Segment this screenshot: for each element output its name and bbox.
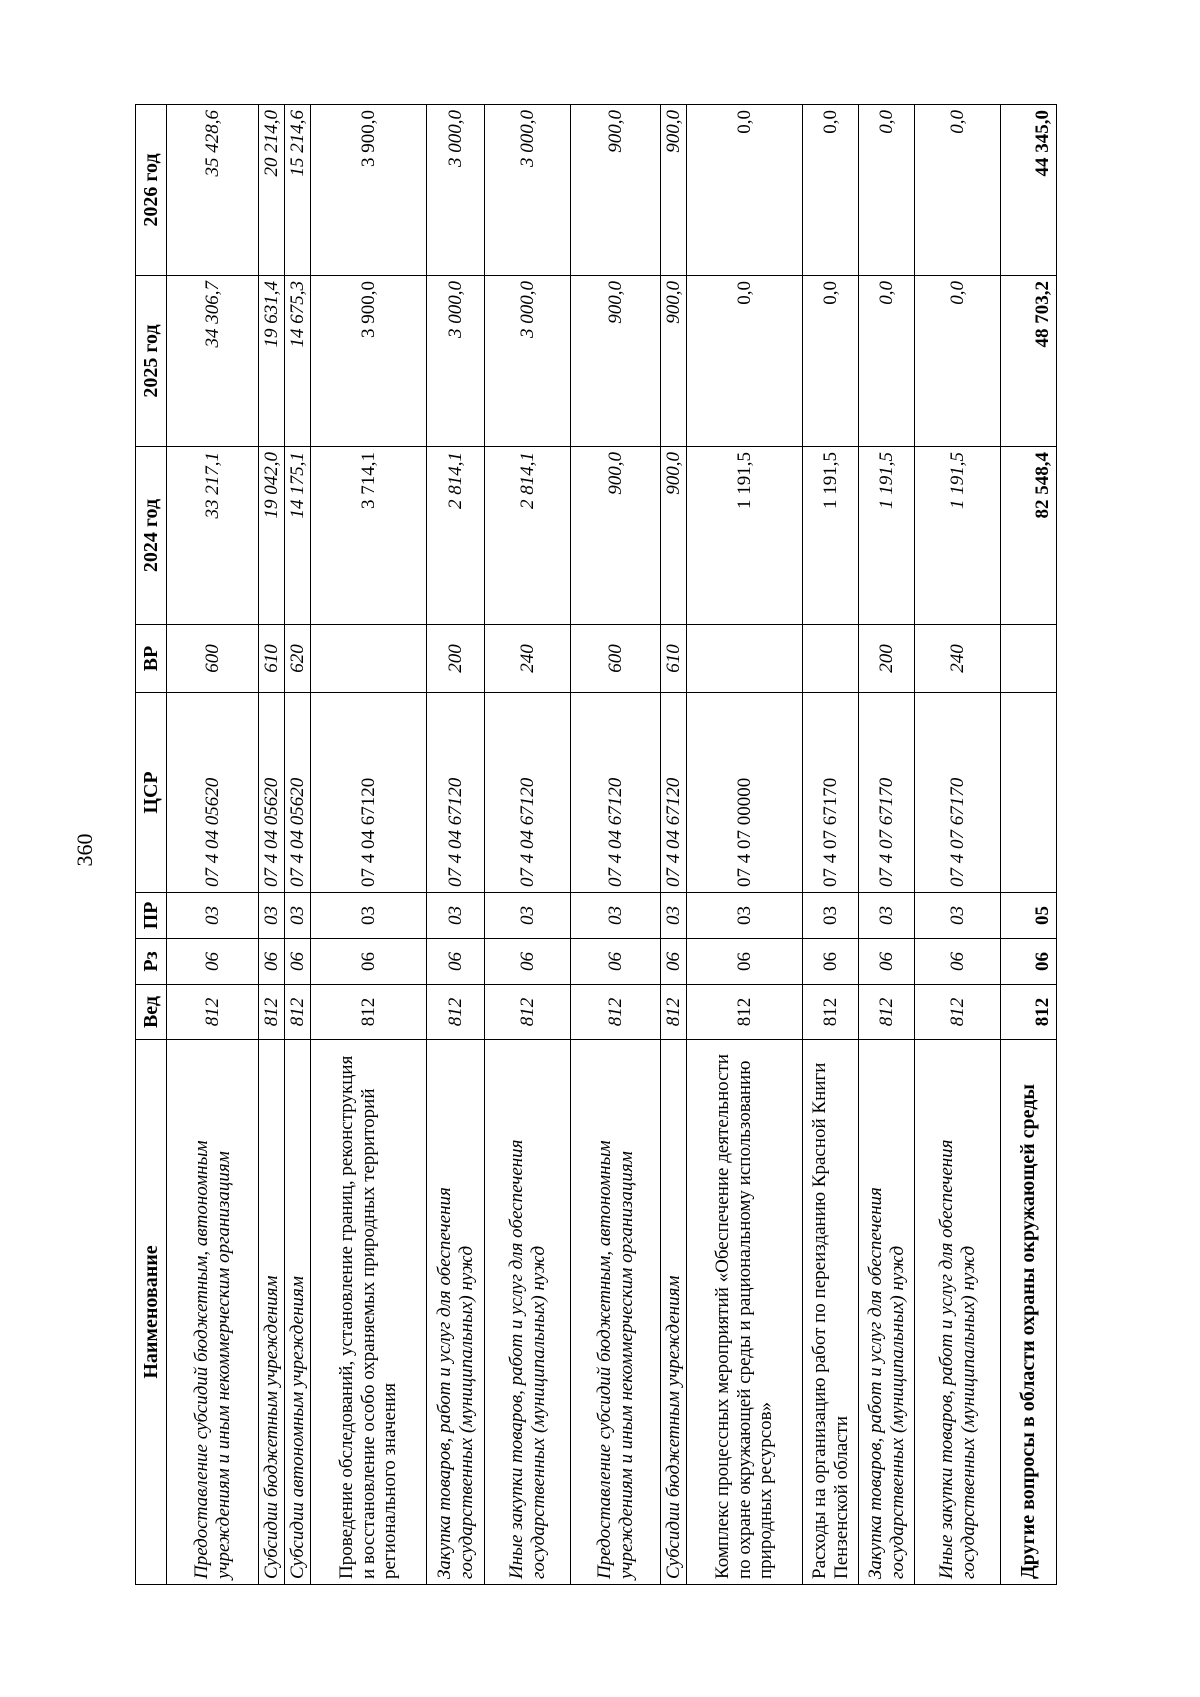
cell-name: Закупка товаров, работ и услуг для обеспечения государственных (муниципальных) нужд [427, 1040, 485, 1585]
cell-2024: 14 175,1 [285, 447, 311, 625]
table-row [311, 105, 427, 1585]
cell-name: Предоставление субсидий бюджетным, автономным учреждениям и иным некоммерческим организациям [167, 1040, 259, 1585]
cell-csr: 07 4 04 05620 [285, 693, 311, 893]
cell-2024: 1 191,5 [687, 447, 803, 625]
budget-table-rotated [135, 105, 1055, 1585]
cell-2025: 3 900,0 [311, 276, 427, 447]
cell-ved: 812 [687, 985, 803, 1040]
cell-2026: 44 345,0 [1001, 105, 1057, 276]
cell-2025: 0,0 [687, 276, 803, 447]
table-row [859, 105, 915, 1585]
col-header-name: Наименование [136, 1040, 167, 1585]
cell-2026: 0,0 [687, 105, 803, 276]
cell-rz: 06 [915, 939, 1001, 985]
cell-name: Другие вопросы в области охраны окружающей среды [1001, 1040, 1057, 1585]
cell-2025: 3 000,0 [485, 276, 571, 447]
table-row [803, 105, 859, 1585]
cell-rz: 06 [1001, 939, 1057, 985]
cell-csr: 07 4 04 67120 [661, 693, 687, 893]
cell-pr: 03 [259, 893, 285, 939]
cell-name: Предоставление субсидий бюджетным, автономным учреждениям и иным некоммерческим организациям [571, 1040, 661, 1585]
col-header-rz: Рз [136, 939, 167, 985]
cell-pr: 03 [687, 893, 803, 939]
table-row [571, 105, 661, 1585]
cell-ved: 812 [1001, 985, 1057, 1040]
cell-rz: 06 [285, 939, 311, 985]
cell-ved: 812 [915, 985, 1001, 1040]
cell-2024: 19 042,0 [259, 447, 285, 625]
col-header-ved: Вед [136, 985, 167, 1040]
cell-ved: 812 [803, 985, 859, 1040]
cell-2024: 1 191,5 [803, 447, 859, 625]
cell-rz: 06 [427, 939, 485, 985]
cell-csr: 07 4 07 67170 [915, 693, 1001, 893]
cell-2024: 900,0 [661, 447, 687, 625]
cell-name: Иные закупки товаров, работ и услуг для обеспечения государственных (муниципальных) нужд [915, 1040, 1001, 1585]
cell-2026: 0,0 [803, 105, 859, 276]
header-row [136, 105, 167, 1585]
cell-vr [803, 625, 859, 693]
cell-2024: 900,0 [571, 447, 661, 625]
cell-2026: 3 900,0 [311, 105, 427, 276]
cell-name: Закупка товаров, работ и услуг для обеспечения государственных (муниципальных) нужд [859, 1040, 915, 1585]
cell-2026: 3 000,0 [485, 105, 571, 276]
cell-vr: 600 [571, 625, 661, 693]
table-row [427, 105, 485, 1585]
cell-name: Иные закупки товаров, работ и услуг для обеспечения государственных (муниципальных) нужд [485, 1040, 571, 1585]
cell-ved: 812 [571, 985, 661, 1040]
cell-name: Субсидии автономным учреждениям [285, 1040, 311, 1585]
table-row [661, 105, 687, 1585]
cell-pr: 05 [1001, 893, 1057, 939]
cell-rz: 06 [571, 939, 661, 985]
cell-csr: 07 4 04 67120 [311, 693, 427, 893]
cell-2025: 48 703,2 [1001, 276, 1057, 447]
cell-rz: 06 [803, 939, 859, 985]
cell-csr: 07 4 04 67120 [485, 693, 571, 893]
cell-2026: 35 428,6 [167, 105, 259, 276]
table-row [167, 105, 259, 1585]
table-row [915, 105, 1001, 1585]
cell-name: Проведение обследований, установление границ, реконструкция и восстановление особо охраняемых природных территорий регионального значения [311, 1040, 427, 1585]
cell-2025: 14 675,3 [285, 276, 311, 447]
cell-ved: 812 [859, 985, 915, 1040]
page-number: 360 [72, 833, 97, 867]
cell-pr: 03 [915, 893, 1001, 939]
cell-2026: 0,0 [915, 105, 1001, 276]
cell-2026: 15 214,6 [285, 105, 311, 276]
cell-vr: 610 [661, 625, 687, 693]
cell-pr: 03 [571, 893, 661, 939]
cell-ved: 812 [485, 985, 571, 1040]
cell-vr [687, 625, 803, 693]
cell-2025: 0,0 [803, 276, 859, 447]
cell-rz: 06 [167, 939, 259, 985]
cell-2025: 0,0 [859, 276, 915, 447]
cell-name: Комплекс процессных мероприятий «Обеспечение деятельности по охране окружающей среды и рациональному использованию природных ресурсов» [687, 1040, 803, 1585]
col-header-vr: ВР [136, 625, 167, 693]
cell-2024: 1 191,5 [859, 447, 915, 625]
cell-2025: 900,0 [571, 276, 661, 447]
cell-rz: 06 [485, 939, 571, 985]
cell-2024: 3 714,1 [311, 447, 427, 625]
table-row-total [1001, 105, 1057, 1585]
cell-rz: 06 [311, 939, 427, 985]
cell-csr: 07 4 07 67170 [803, 693, 859, 893]
table-row [259, 105, 285, 1585]
cell-2026: 900,0 [571, 105, 661, 276]
cell-pr: 03 [427, 893, 485, 939]
cell-csr: 07 4 07 67170 [859, 693, 915, 893]
cell-ved: 812 [311, 985, 427, 1040]
cell-vr: 620 [285, 625, 311, 693]
cell-vr: 610 [259, 625, 285, 693]
cell-2026: 900,0 [661, 105, 687, 276]
col-header-pr: ПР [136, 893, 167, 939]
cell-vr: 200 [859, 625, 915, 693]
cell-vr: 240 [485, 625, 571, 693]
table-row [687, 105, 803, 1585]
col-header-csr: ЦСР [136, 693, 167, 893]
cell-2025: 3 000,0 [427, 276, 485, 447]
cell-name: Расходы на организацию работ по переизданию Красной Книги Пензенской области [803, 1040, 859, 1585]
cell-vr [311, 625, 427, 693]
cell-2025: 0,0 [915, 276, 1001, 447]
cell-ved: 812 [285, 985, 311, 1040]
cell-pr: 03 [285, 893, 311, 939]
cell-ved: 812 [259, 985, 285, 1040]
cell-ved: 812 [167, 985, 259, 1040]
cell-vr: 240 [915, 625, 1001, 693]
col-header-2025: 2025 год [136, 276, 167, 447]
table-row [485, 105, 571, 1585]
cell-rz: 06 [661, 939, 687, 985]
cell-name: Субсидии бюджетным учреждениям [661, 1040, 687, 1585]
cell-rz: 06 [687, 939, 803, 985]
cell-pr: 03 [485, 893, 571, 939]
budget-table [135, 104, 1057, 1585]
cell-2025: 19 631,4 [259, 276, 285, 447]
cell-vr: 200 [427, 625, 485, 693]
cell-pr: 03 [167, 893, 259, 939]
cell-ved: 812 [427, 985, 485, 1040]
cell-csr: 07 4 04 67120 [571, 693, 661, 893]
cell-rz: 06 [859, 939, 915, 985]
cell-pr: 03 [803, 893, 859, 939]
cell-2026: 20 214,0 [259, 105, 285, 276]
cell-2026: 0,0 [859, 105, 915, 276]
table-row [285, 105, 311, 1585]
cell-csr: 07 4 04 05620 [167, 693, 259, 893]
cell-2025: 34 306,7 [167, 276, 259, 447]
cell-name: Субсидии бюджетным учреждениям [259, 1040, 285, 1585]
cell-pr: 03 [661, 893, 687, 939]
cell-pr: 03 [859, 893, 915, 939]
cell-2024: 2 814,1 [427, 447, 485, 625]
cell-csr [1001, 693, 1057, 893]
cell-pr: 03 [311, 893, 427, 939]
cell-2024: 1 191,5 [915, 447, 1001, 625]
cell-2025: 900,0 [661, 276, 687, 447]
cell-csr: 07 4 07 00000 [687, 693, 803, 893]
col-header-2026: 2026 год [136, 105, 167, 276]
cell-2026: 3 000,0 [427, 105, 485, 276]
cell-csr: 07 4 04 05620 [259, 693, 285, 893]
cell-2024: 2 814,1 [485, 447, 571, 625]
cell-vr [1001, 625, 1057, 693]
cell-csr: 07 4 04 67120 [427, 693, 485, 893]
cell-rz: 06 [259, 939, 285, 985]
cell-2024: 33 217,1 [167, 447, 259, 625]
col-header-2024: 2024 год [136, 447, 167, 625]
cell-2024: 82 548,4 [1001, 447, 1057, 625]
cell-vr: 600 [167, 625, 259, 693]
cell-ved: 812 [661, 985, 687, 1040]
